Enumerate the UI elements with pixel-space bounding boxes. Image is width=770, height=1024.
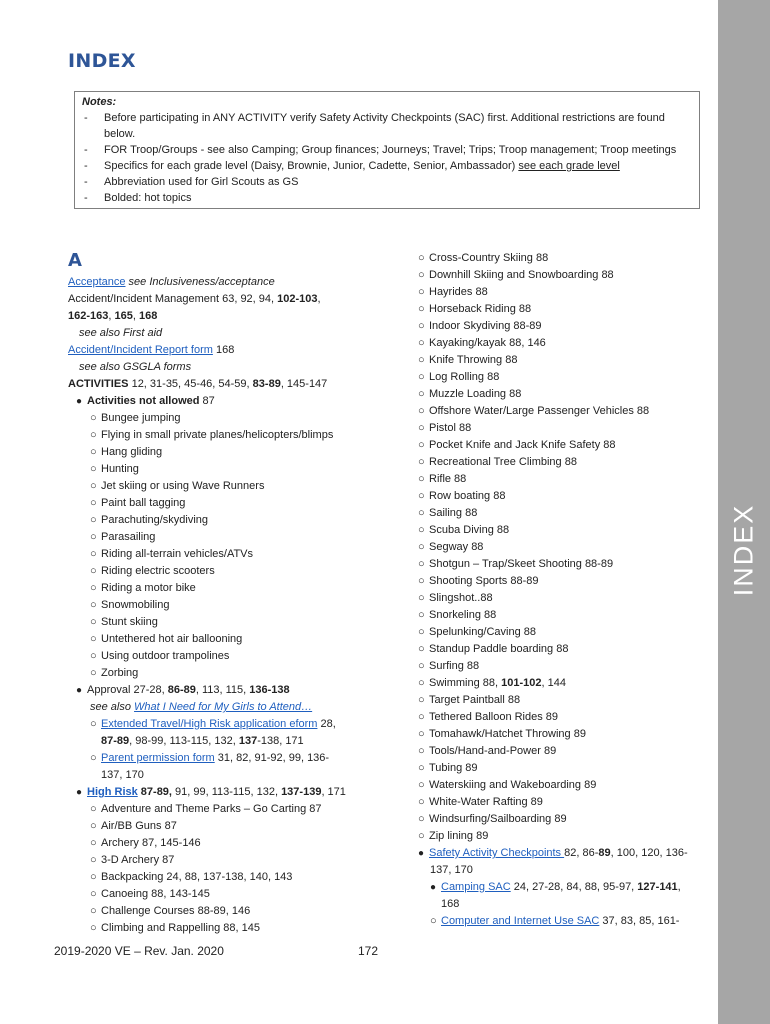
note-text xyxy=(104,158,699,174)
list-item xyxy=(68,410,358,427)
entry-text: 37, 83, 85, 161- xyxy=(599,915,680,927)
circle-bullet-icon: ○ xyxy=(90,837,97,849)
note-dash: - xyxy=(84,192,88,204)
index-entry-acceptance xyxy=(68,274,358,291)
list-item xyxy=(418,267,710,284)
list-item xyxy=(68,665,358,682)
hot-page: 127-141 xyxy=(637,881,678,893)
see-also-what-i-need xyxy=(68,699,358,716)
item-text: Knife Throwing 88 xyxy=(429,354,518,366)
hot-page: 87-89, xyxy=(137,786,172,798)
item-text: Canoeing 88, 143-145 xyxy=(101,888,210,900)
see-also-first-aid: see also First aid xyxy=(79,327,163,339)
note-text-main: FOR Troop/Groups - see also Camping; Group finances; Journeys; Travel; Trips; Troop management; Troop meetings xyxy=(104,144,677,156)
list-item xyxy=(68,801,358,818)
item-text: Spelunking/Caving 88 xyxy=(429,626,537,638)
list-item xyxy=(68,512,358,529)
item-text: Flying in small private planes/helicopters/blimps xyxy=(101,429,334,441)
footer-edition: 2019-2020 VE – Rev. Jan. 2020 xyxy=(54,944,224,958)
list-item xyxy=(68,495,358,512)
circle-bullet-icon: ○ xyxy=(418,660,425,672)
note-text xyxy=(104,142,699,158)
list-item xyxy=(418,437,710,454)
hot-page: 162-163 xyxy=(68,310,109,322)
circle-bullet-icon: ○ xyxy=(418,439,425,451)
circle-bullet-icon: ○ xyxy=(418,507,425,519)
circle-bullet-icon: ○ xyxy=(90,650,97,662)
note-text-main: Bolded: hot topics xyxy=(104,192,192,204)
camping-sac-link[interactable]: Camping SAC xyxy=(441,881,511,893)
see-each-grade-level-link[interactable]: see each grade level xyxy=(518,160,620,172)
safety-activity-checkpoints-link[interactable]: Safety Activity Checkpoints xyxy=(429,847,565,859)
circle-bullet-icon: ○ xyxy=(90,548,97,560)
item-text: Riding a motor bike xyxy=(101,582,196,594)
circle-bullet-icon: ○ xyxy=(418,541,425,553)
list-item xyxy=(418,590,710,607)
list-item xyxy=(418,760,710,777)
index-entry-camping-sac xyxy=(418,879,710,896)
item-text: Cross-Country Skiing 88 xyxy=(429,252,549,264)
hot-page: 136-138 xyxy=(249,684,290,696)
list-item xyxy=(418,454,710,471)
entry-text: 28, xyxy=(317,718,336,730)
list-item xyxy=(418,624,710,641)
index-entry-continuation: 137, 170 xyxy=(430,864,473,876)
extended-travel-eform-link[interactable]: Extended Travel/High Risk application eform xyxy=(101,718,318,730)
see-reference: see Inclusiveness/acceptance xyxy=(125,276,275,288)
item-text: Recreational Tree Climbing 88 xyxy=(429,456,577,468)
entry-text: , 113, 115, xyxy=(195,684,250,696)
entry-text: , xyxy=(317,293,321,305)
item-text: Pistol 88 xyxy=(429,422,472,434)
see-also-gsgla-forms: see also GSGLA forms xyxy=(79,361,192,373)
circle-bullet-icon: ○ xyxy=(90,497,97,509)
circle-bullet-icon: ○ xyxy=(90,871,97,883)
item-text: Waterskiing and Wakeboarding 89 xyxy=(429,779,597,791)
item-text: Riding all-terrain vehicles/ATVs xyxy=(101,548,254,560)
entry-text: 82, 86- xyxy=(564,847,599,859)
list-item xyxy=(418,505,710,522)
item-text: Bungee jumping xyxy=(101,412,181,424)
list-item xyxy=(68,529,358,546)
list-item xyxy=(418,777,710,794)
circle-bullet-icon: ○ xyxy=(90,514,97,526)
item-text: Shotgun – Trap/Skeet Shooting 88-89 xyxy=(429,558,614,570)
circle-bullet-icon: ○ xyxy=(90,752,97,764)
note-dash: - xyxy=(84,176,88,188)
circle-bullet-icon: ○ xyxy=(418,592,425,604)
item-text: Windsurfing/Sailboarding 89 xyxy=(429,813,567,825)
bullet-icon: ● xyxy=(430,882,437,893)
circle-bullet-icon: ○ xyxy=(418,473,425,485)
list-item xyxy=(68,852,358,869)
list-item xyxy=(68,461,358,478)
list-item xyxy=(68,597,358,614)
entry-text: 168 xyxy=(212,344,235,356)
item-text: Parachuting/skydiving xyxy=(101,514,209,526)
entry-text: , 145-147 xyxy=(280,378,328,390)
circle-bullet-icon: ○ xyxy=(418,830,425,842)
entry-text: , 100, 120, 136- xyxy=(610,847,688,859)
index-entry-high-risk xyxy=(68,784,358,801)
entry-text: , xyxy=(677,881,681,893)
circle-bullet-icon: ○ xyxy=(418,575,425,587)
item-text: Stunt skiing xyxy=(101,616,158,628)
note-dash: - xyxy=(84,160,88,172)
list-item xyxy=(68,580,358,597)
hot-page: 89 xyxy=(598,847,611,859)
item-text: Paint ball tagging xyxy=(101,497,186,509)
item-text: Hang gliding xyxy=(101,446,163,458)
item-text: Horseback Riding 88 xyxy=(429,303,532,315)
circle-bullet-icon: ○ xyxy=(418,303,425,315)
list-item xyxy=(418,794,710,811)
hot-page: 83-89 xyxy=(252,378,281,390)
list-item xyxy=(68,427,358,444)
list-item xyxy=(418,420,710,437)
index-entry-safety-activity-checkpoints xyxy=(418,845,710,862)
circle-bullet-icon: ○ xyxy=(90,667,97,679)
circle-bullet-icon: ○ xyxy=(418,694,425,706)
entry-text: Approval 27-28, xyxy=(87,684,168,696)
computer-internet-sac-link[interactable]: Computer and Internet Use SAC xyxy=(441,915,600,927)
item-text: Tools/Hand-and-Power 89 xyxy=(429,745,557,757)
note-dash: - xyxy=(84,112,88,124)
circle-bullet-icon: ○ xyxy=(418,745,425,757)
circle-bullet-icon: ○ xyxy=(418,711,425,723)
circle-bullet-icon: ○ xyxy=(90,854,97,866)
entry-text: , xyxy=(108,310,115,322)
index-entry-computer-sac xyxy=(418,913,710,930)
circle-bullet-icon: ○ xyxy=(418,609,425,621)
circle-bullet-icon: ○ xyxy=(418,490,425,502)
circle-bullet-icon: ○ xyxy=(90,446,97,458)
page-number: 172 xyxy=(358,944,379,958)
list-item xyxy=(68,648,358,665)
list-item xyxy=(418,811,710,828)
bullet-icon: ● xyxy=(418,848,425,859)
list-item xyxy=(68,920,358,937)
circle-bullet-icon: ○ xyxy=(418,405,425,417)
item-text: Untethered hot air ballooning xyxy=(101,633,243,645)
circle-bullet-icon: ○ xyxy=(418,643,425,655)
list-item xyxy=(418,522,710,539)
hot-page: 87-89 xyxy=(101,735,130,747)
see-reference: see also xyxy=(90,701,135,713)
hot-page: 102-103 xyxy=(277,293,318,305)
circle-bullet-icon: ○ xyxy=(418,728,425,740)
note-item xyxy=(75,158,699,174)
list-item xyxy=(418,403,710,420)
index-column-left xyxy=(68,250,358,937)
list-item xyxy=(418,318,710,335)
item-text: Row boating 88 xyxy=(429,490,506,502)
entry-heading: Activities not allowed xyxy=(87,395,200,407)
note-text-main: Abbreviation used for Girl Scouts as GS xyxy=(104,176,299,188)
circle-bullet-icon: ○ xyxy=(90,803,97,815)
item-text: Shooting Sports 88-89 xyxy=(429,575,539,587)
item-text: Surfing 88 xyxy=(429,660,480,672)
high-risk-list xyxy=(68,801,358,937)
circle-bullet-icon: ○ xyxy=(90,412,97,424)
index-entry-accident-form xyxy=(68,342,358,359)
list-item xyxy=(418,641,710,658)
note-item xyxy=(75,142,699,158)
item-text: Snowmobiling xyxy=(101,599,170,611)
item-text: Segway 88 xyxy=(429,541,484,553)
high-risk-list-continued xyxy=(418,250,710,845)
circle-bullet-icon: ○ xyxy=(418,762,425,774)
list-item xyxy=(418,471,710,488)
index-entry-accident-management xyxy=(68,291,358,308)
item-text: 3-D Archery 87 xyxy=(101,854,175,866)
index-entry-activities xyxy=(68,376,358,393)
hot-page: 137-139 xyxy=(281,786,322,798)
entry-text: 24, 27-28, 84, 88, 95-97, xyxy=(510,881,638,893)
list-item xyxy=(418,692,710,709)
bullet-icon: ● xyxy=(76,787,83,798)
item-text: Rifle 88 xyxy=(429,473,467,485)
accident-report-form-link[interactable]: Accident/Incident Report form xyxy=(68,344,213,356)
list-item xyxy=(418,828,710,845)
item-text: Scuba Diving 88 xyxy=(429,524,510,536)
note-text xyxy=(104,190,699,206)
item-text: Kayaking/kayak 88, 146 xyxy=(429,337,546,349)
circle-bullet-icon: ○ xyxy=(418,796,425,808)
circle-bullet-icon: ○ xyxy=(90,565,97,577)
entry-text: , 171 xyxy=(321,786,346,798)
item-text: Indoor Skydiving 88-89 xyxy=(429,320,542,332)
item-text: Archery 87, 145-146 xyxy=(101,837,201,849)
item-text: Snorkeling 88 xyxy=(429,609,497,621)
note-text-main: Before participating in ANY ACTIVITY verify Safety Activity Checkpoints (SAC) first. Additional restrictions are found below. xyxy=(104,112,665,140)
list-item xyxy=(418,607,710,624)
circle-bullet-icon: ○ xyxy=(418,779,425,791)
item-text: Riding electric scooters xyxy=(101,565,215,577)
item-text: Hunting xyxy=(101,463,139,475)
item-text: Offshore Water/Large Passenger Vehicles 88 xyxy=(429,405,650,417)
list-item xyxy=(68,444,358,461)
item-text: Slingshot..88 xyxy=(429,592,493,604)
circle-bullet-icon: ○ xyxy=(90,718,97,730)
entry-text: , xyxy=(132,310,139,322)
item-text: Target Paintball 88 xyxy=(429,694,521,706)
list-item xyxy=(68,818,358,835)
entry-text: 87 xyxy=(199,395,215,407)
notes-heading: Notes: xyxy=(82,96,117,108)
circle-bullet-icon: ○ xyxy=(418,524,425,536)
circle-bullet-icon: ○ xyxy=(418,354,425,366)
index-entry-continuation xyxy=(68,308,358,325)
list-item xyxy=(418,709,710,726)
item-text: Tethered Balloon Rides 89 xyxy=(429,711,559,723)
entry-text: Accident/Incident Management 63, 92, 94, xyxy=(68,293,278,305)
list-item xyxy=(418,301,710,318)
circle-bullet-icon: ○ xyxy=(90,888,97,900)
bullet-icon: ● xyxy=(76,396,83,407)
circle-bullet-icon: ○ xyxy=(418,626,425,638)
item-text: Zip lining 89 xyxy=(429,830,489,842)
list-item xyxy=(418,284,710,301)
index-entry-extended-travel xyxy=(68,716,358,733)
circle-bullet-icon: ○ xyxy=(418,677,425,689)
entry-text: -138, 171 xyxy=(257,735,304,747)
circle-bullet-icon: ○ xyxy=(430,915,437,927)
circle-bullet-icon: ○ xyxy=(418,320,425,332)
circle-bullet-icon: ○ xyxy=(418,813,425,825)
circle-bullet-icon: ○ xyxy=(90,633,97,645)
index-entry-continuation: 168 xyxy=(441,898,460,910)
circle-bullet-icon: ○ xyxy=(90,582,97,594)
item-text: Jet skiing or using Wave Runners xyxy=(101,480,265,492)
circle-bullet-icon: ○ xyxy=(418,422,425,434)
index-entry-continuation xyxy=(68,733,358,750)
entry-text: 91, 99, 113-115, 132, xyxy=(171,786,282,798)
list-item xyxy=(418,726,710,743)
item-text: Parasailing xyxy=(101,531,156,543)
item-text: Swimming 88, xyxy=(429,677,502,689)
list-item xyxy=(68,614,358,631)
list-item xyxy=(68,631,358,648)
item-text: Pocket Knife and Jack Knife Safety 88 xyxy=(429,439,616,451)
circle-bullet-icon: ○ xyxy=(90,905,97,917)
index-entry-continuation: 137, 170 xyxy=(101,769,144,781)
item-text: Using outdoor trampolines xyxy=(101,650,230,662)
note-item xyxy=(75,174,699,190)
list-item xyxy=(68,546,358,563)
circle-bullet-icon: ○ xyxy=(418,371,425,383)
hot-page: 86-89 xyxy=(167,684,196,696)
list-item xyxy=(418,658,710,675)
list-item xyxy=(418,743,710,760)
circle-bullet-icon: ○ xyxy=(90,531,97,543)
note-item xyxy=(75,110,699,142)
circle-bullet-icon: ○ xyxy=(418,388,425,400)
note-text xyxy=(104,110,699,142)
notes-box xyxy=(74,91,700,209)
list-item xyxy=(418,250,710,267)
hot-page: 165 xyxy=(114,310,133,322)
circle-bullet-icon: ○ xyxy=(90,616,97,628)
note-text-main: Specifics for each grade level (Daisy, Brownie, Junior, Cadette, Senior, Ambassador) xyxy=(104,160,519,172)
note-text xyxy=(104,174,699,190)
index-entry-approval xyxy=(68,682,358,699)
circle-bullet-icon: ○ xyxy=(418,269,425,281)
item-text: Downhill Skiing and Snowboarding 88 xyxy=(429,269,614,281)
entry-text: , 98-99, 113-115, 132, xyxy=(129,735,239,747)
item-text: Zorbing xyxy=(101,667,139,679)
list-item xyxy=(418,352,710,369)
list-item-swimming xyxy=(418,675,710,692)
circle-bullet-icon: ○ xyxy=(90,480,97,492)
index-entry-activities-not-allowed xyxy=(68,393,358,410)
list-item xyxy=(418,573,710,590)
list-item xyxy=(68,478,358,495)
what-i-need-link[interactable]: What I Need for My Girls to Attend… xyxy=(134,701,313,713)
list-item xyxy=(418,488,710,505)
list-item xyxy=(418,335,710,352)
item-text: White-Water Rafting 89 xyxy=(429,796,543,808)
circle-bullet-icon: ○ xyxy=(418,558,425,570)
circle-bullet-icon: ○ xyxy=(90,599,97,611)
list-item xyxy=(418,386,710,403)
circle-bullet-icon: ○ xyxy=(90,463,97,475)
parent-permission-form-link[interactable]: Parent permission form xyxy=(101,752,215,764)
item-text: Tubing 89 xyxy=(429,762,478,774)
circle-bullet-icon: ○ xyxy=(90,922,97,934)
item-text: Air/BB Guns 87 xyxy=(101,820,177,832)
entry-text: 31, 82, 91-92, 99, 136- xyxy=(214,752,330,764)
circle-bullet-icon: ○ xyxy=(418,252,425,264)
item-text: Sailing 88 xyxy=(429,507,478,519)
hot-page: 168 xyxy=(138,310,158,322)
bullet-icon: ● xyxy=(76,685,83,696)
list-item xyxy=(418,369,710,386)
page-title: INDEX xyxy=(68,50,136,72)
item-text: , 144 xyxy=(541,677,566,689)
item-text: Standup Paddle boarding 88 xyxy=(429,643,569,655)
circle-bullet-icon: ○ xyxy=(418,456,425,468)
side-tab-label: INDEX xyxy=(728,503,759,597)
entry-text: 12, 31-35, 45-46, 54-59, xyxy=(128,378,253,390)
list-item xyxy=(418,539,710,556)
list-item xyxy=(68,869,358,886)
circle-bullet-icon: ○ xyxy=(418,286,425,298)
list-item xyxy=(68,563,358,580)
index-entry-parent-permission xyxy=(68,750,358,767)
circle-bullet-icon: ○ xyxy=(90,820,97,832)
hot-page: 101-102 xyxy=(501,677,542,689)
circle-bullet-icon: ○ xyxy=(90,429,97,441)
not-allowed-list xyxy=(68,410,358,682)
item-text: Challenge Courses 88-89, 146 xyxy=(101,905,251,917)
item-text: Muzzle Loading 88 xyxy=(429,388,522,400)
note-dash: - xyxy=(84,144,88,156)
entry-heading: ACTIVITIES xyxy=(68,378,129,390)
acceptance-link[interactable]: Acceptance xyxy=(68,276,126,288)
note-item xyxy=(75,190,699,206)
circle-bullet-icon: ○ xyxy=(418,337,425,349)
item-text: Tomahawk/Hatchet Throwing 89 xyxy=(429,728,586,740)
item-text: Backpacking 24, 88, 137-138, 140, 143 xyxy=(101,871,293,883)
section-letter: A xyxy=(68,250,82,271)
list-item xyxy=(68,886,358,903)
list-item xyxy=(418,556,710,573)
item-text: Log Rolling 88 xyxy=(429,371,500,383)
item-text: Climbing and Rappelling 88, 145 xyxy=(101,922,260,934)
hot-page: 137 xyxy=(238,735,258,747)
list-item xyxy=(68,903,358,920)
item-text: Adventure and Theme Parks – Go Carting 87 xyxy=(101,803,322,815)
high-risk-link[interactable]: High Risk xyxy=(87,786,138,798)
item-text: Hayrides 88 xyxy=(429,286,488,298)
index-column-right xyxy=(418,250,710,930)
list-item xyxy=(68,835,358,852)
